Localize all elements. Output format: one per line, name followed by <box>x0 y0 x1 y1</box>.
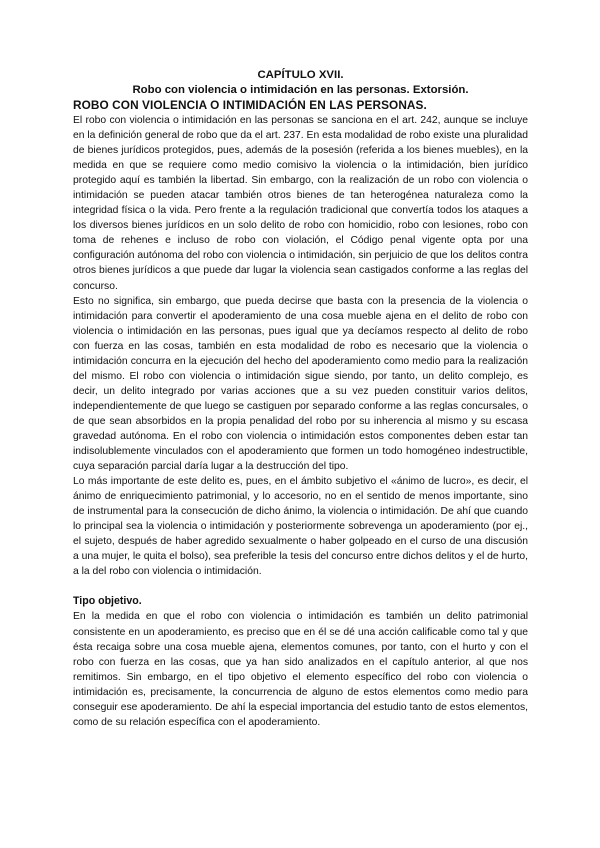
subsection-heading: Tipo objetivo. <box>73 595 142 608</box>
body-paragraph-3: Lo más importante de este delito es, pues, en el ámbito subjetivo el «ánimo de lucro», es decir, el ánimo de enriquecimiento patrimonial, y lo accesorio, no en el sentido de menos importante, sino de instrumental para la consecución de dicho ánimo, la violencia o intimidación. De ahí que cuando lo principal sea la violencia o intimidación y posteriormente sobrevenga un apoderamiento (por ej., el sujeto, después de haber agredido sexualmente o haber golpeado en el curso de una discusión a una mujer, le quita el bolso), sea preferible la tesis del concurso entre dichos delitos y el de hurto, a la del robo con violencia o intimidación. <box>73 476 528 578</box>
document-page <box>73 68 528 730</box>
chapter-subtitle: Robo con violencia o intimidación en las personas. Extorsión. <box>132 84 469 96</box>
section-heading: ROBO CON VIOLENCIA O INTIMIDACIÓN EN LAS PERSONAS. <box>73 98 427 112</box>
chapter-title: CAPÍTULO XVII. <box>257 69 344 81</box>
body-paragraph-2: Esto no significa, sin embargo, que pueda decirse que basta con la presencia de la violencia o intimidación para convertir el apoderamiento de una cosa mueble ajena en el delito de robo con violencia o intimidación en las personas, pues igual que ya decíamos respecto al delito de robo con fuerza en las cosas, también en esta modalidad de robo es necesario que la violencia o intimidación concurra en la ejecución del hecho del apoderamiento como medio para la realización del mismo. El robo con violencia o intimidación sigue siendo, por tanto, un delito complejo, es decir, un delito integrado por varias acciones que a su vez pueden constituir varios delitos, independientemente de que luego se castiguen por separado conforme a las reglas concursales, o de que sean absorbidos en la propia penalidad del robo por su inherencia al mismo y su escasa gravedad autónoma. En el robo con violencia o intimidación estos componentes deben estar tan indisolublemente vinculados con el apoderamiento que formen un todo homogéneo indestructible, cuya separación parcial daría lugar a la destrucción del tipo. <box>73 295 528 473</box>
subsection-paragraph: En la medida en que el robo con violencia o intimidación es también un delito patrimonial consistente en un apoderamiento, es preciso que en él se dé una acción calificable como tal y que ésta recaiga sobre una cosa mueble ajena, elementos comunes, por tanto, con el hurto y con el robo con fuerza en las cosas, que ya han sido analizados en el capítulo anterior, al que nos remitimos. Sin embargo, en el tipo objetivo el elemento específico del robo con violencia o intimidación es, precisamente, la concurrencia de alguno de estos elementos como medio para conseguir ese apoderamiento. De ahí la especial importancia del estudio tanto de estos elementos, como de su relación específica con el apoderamiento. <box>73 611 528 728</box>
body-paragraph-1: El robo con violencia o intimidación en las personas se sanciona en el art. 242, aunque se incluye en la definición general de robo que da el art. 237. En esta modalidad de robo existe una pluralidad de bienes jurídicos protegidos, pues, además de la posesión (referida a los bienes muebles), en la medida en que se requiere como medio comisivo la violencia o la intimidación, bien jurídico protegido aquí es también la libertad. Sin embargo, con la realización de un robo con violencia o intimidación se pueden atacar también otros bienes de tan heterogénea naturaleza como la integridad física o la vida. Pero frente a la regulación tradicional que convertía todos los ataques a los diversos bienes jurídicos en un solo delito de robo con homicidio, robo con lesiones, robo con toma de rehenes e incluso de robo con violación, el Código penal vigente opta por una configuración autónoma del robo con violencia o intimidación, sin perjuicio de que los delitos contra otros bienes jurídicos a que puede dar lugar la violencia sean castigados conforme a las reglas del concurso. <box>73 115 528 292</box>
